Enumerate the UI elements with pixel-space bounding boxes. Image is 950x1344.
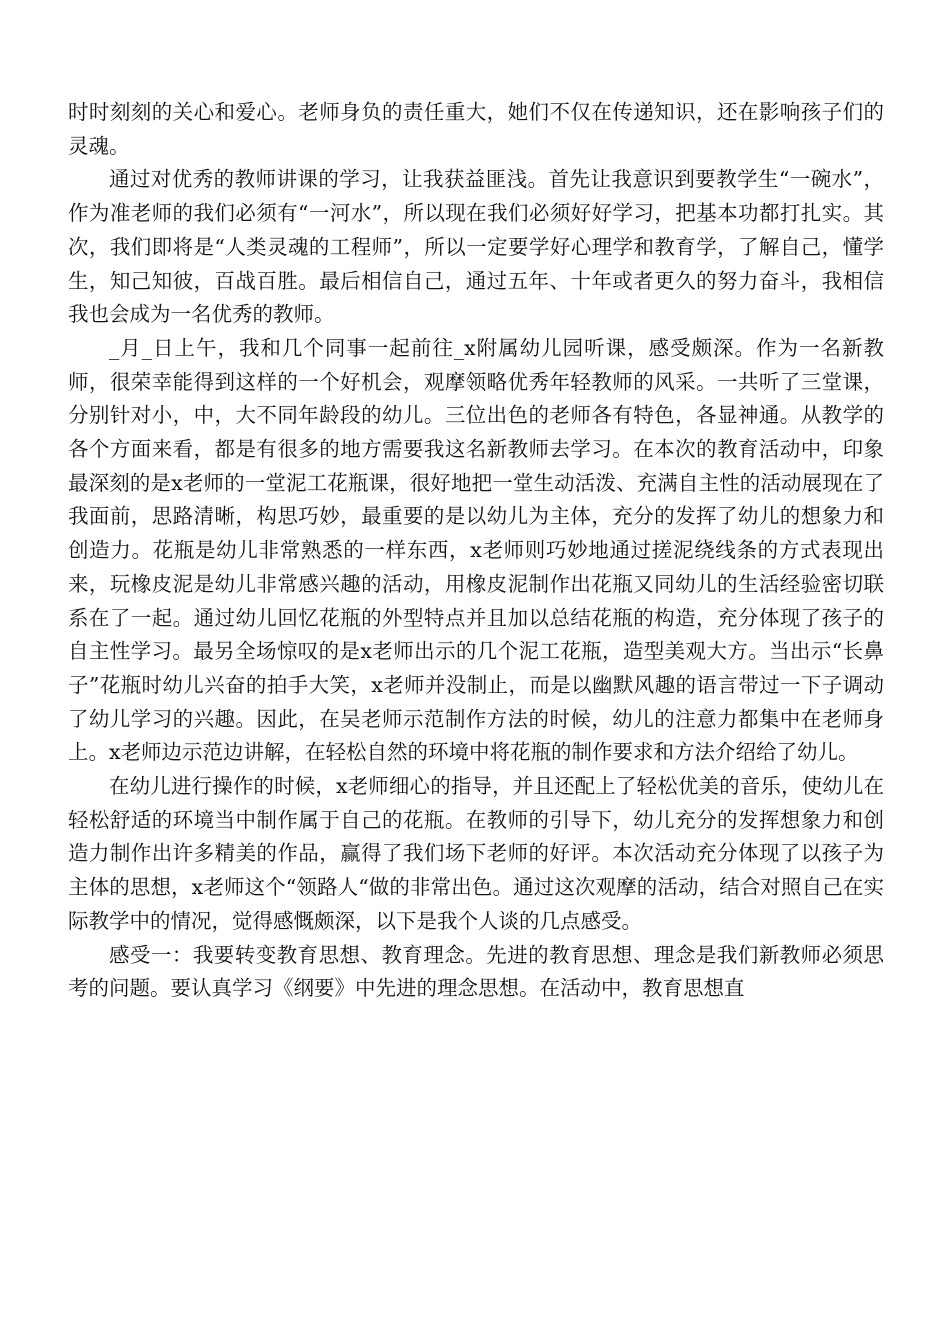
paragraph-teacher-lecture-learning: 通过对优秀的教师讲课的学习，让我获益匪浅。首先让我意识到要教学生“一碗水”，作为准老师的我们必须有“一河水”，所以现在我们必须好好学习，把基本功都打扎实。其次，我们即将是“人类灵魂的工程师”，所以一定要学好心理学和教育学，了解自己，懂学生，知己知彼，百战百胜。最后相信自己，通过五年、十年或者更久的努力奋斗，我相信我也会成为一名优秀的教师。 — [68, 167, 884, 327]
paragraph-child-operation: 在幼儿进行操作的时候，x老师细心的指导，并且还配上了轻松优美的音乐，使幼儿在轻松舒适的环境当中制作属于自己的花瓶。在教师的引导下，幼儿充分的发挥想象力和创造力制作出许多精美的作品，赢得了我们场下老师的好评。本次活动充分体现了以孩子为主体的思想，x老师这个“领路人“做的非常出色。通过这次观摩的活动，结合对照自己在实际教学中的情况，觉得感慨颇深，以下是我个人谈的几点感受。 — [68, 774, 884, 933]
paragraph-kindergarten-observation: _月_日上午，我和几个同事一起前往_x附属幼儿园听课，感受颇深。作为一名新教师，很荣幸能得到这样的一个好机会，观摩领略优秀年轻教师的风采。一共听了三堂课，分别针对小，中，大不同年龄段的幼儿。三位出色的老师各有特色，各显神通。从教学的各个方面来看，都是有很多的地方需要我这名新教师去学习。在本次的教育活动中，印象最深刻的是x老师的一堂泥工花瓶课，很好地把一堂生动活泼、充满自主性的活动展现在了我面前，思路清晰，构思巧妙，最重要的是以幼儿为主体，充分的发挥了幼儿的想象力和创造力。花瓶是幼儿非常熟悉的一样东西，x老师则巧妙地通过搓泥绕线条的方式表现出来，玩橡皮泥是幼儿非常感兴趣的活动，用橡皮泥制作出花瓶又同幼儿的生活经验密切联系在了一起。通过幼儿回忆花瓶的外型特点并且加以总结花瓶的构造，充分体现了孩子的自主性学习。最另全场惊叹的是x老师出示的几个泥工花瓶，造型美观大方。当出示“长鼻子”花瓶时幼儿兴奋的拍手大笑，x老师并没制止，而是以幽默风趣的语言带过一下子调动了幼儿学习的兴趣。因此，在吴老师示范制作方法的时候，幼儿的注意力都集中在老师身上。x老师边示范边讲解，在轻松自然的环境中将花瓶的制作要求和方法介绍给了幼儿。 — [68, 335, 884, 765]
document-body — [68, 96, 884, 1006]
paragraph-feeling-one: 感受一：我要转变教育思想、教育理念。先进的教育思想、理念是我们新教师必须思考的问题。要认真学习《纲要》中先进的理念思想。在活动中，教育思想直 — [68, 942, 884, 1001]
paragraph-continuation: 时时刻刻的关心和爱心。老师身负的责任重大，她们不仅在传递知识，还在影响孩子们的灵魂。 — [68, 100, 884, 158]
